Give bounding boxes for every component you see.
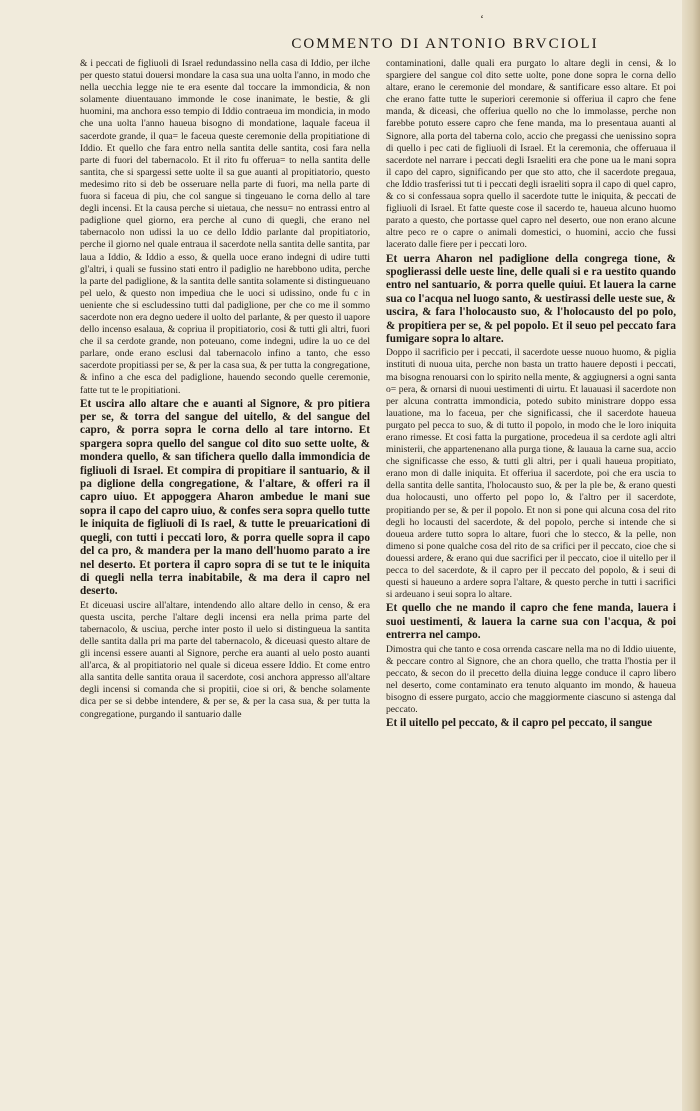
scripture-paragraph: Et uerra Aharon nel padiglione della congrega tione, & spoglierassi delle ueste line, delle quali si e ra uestito quando entro nel santuario, & porra quelle quiui. Et lauera la carne sua co l'acqua nel luogo santo, & uestirassi delle ueste sue, & uscira, & fara l'holocausto suo, & l'holocausto del po polo, & propitiera per se, & pel popolo. Et il seuo pel peccato fara fumigare sopra lo altare. — [386, 252, 676, 345]
page-edge — [682, 0, 700, 1111]
top-mark: ʻ — [480, 12, 484, 26]
commentary-paragraph: contaminationi, dalle quali era purgato lo altare degli in censi, & lo spargiere del sangue col dito sette uolte, pone done sopra le corna dello altare, erano le ceremonie del mondare, & santificare esso altare. Et poi che erano fatte tutte le superiori ceremonie si offeriua il capro che fene manda, & diceasi, che offeriua quello no che lo immolasse, perche non farebbe potuto essere capro che fene manda, ma lo presentaua auanti al Signore, alla porta del taberna colo, accio che pregassi che uenissino sopra di quello i pec cati de figliuoli di Israel. Et la ceremonia, che offeruaua il sacerdote nel narrare i peccati degli Israeliti era che pone ua le mani sopra il capo del capro, significando per que sto atto, che il sacerdote pregaua, che Iddio trasferissi tut ti i peccati degli israeliti sopra il capo di quel capro, & co si confessaua sopra quello il sacerdote tutte le iniquita, & peccati de figliuoli di Israel. Et fatte queste cose il sacerdo te, haueua alcuno huomo parato a questo, che portasse quel capro nel deserto, oue non erano alcune altre peco re o capre o animali domestici, o huomini, accio che fussi lacerato dalle fiere per i peccati loro. — [386, 58, 676, 251]
scripture-paragraph: Et il uitello pel peccato, & il capro pel peccato, il sangue — [386, 717, 653, 730]
running-header: COMMENTO DI ANTONIO BRVCIOLI — [291, 36, 599, 52]
scripture-paragraph: Et uscira allo altare che e auanti al Signore, & pro pitiera per se, & torra del sangue del uitello, & del sangue del capro, & porra sopra le corna dello al tare intorno. Et spargera sopra quello del sangue col dito suo sette uolte, & mondera quello, & san tifichera quello dalla immondicia de figliuoli di Israel. Et compira di propitiare il santuario, & il pa diglione della congregatione, & l'altare, & offeri ra il capro uiuo. Et appoggera Aharon ambedue le mani sue sopra il capo del capro uiuo, & confes sera sopra quello tutte le iniquita de figliuoli di Is rael, & tutte le preuaricationi di quegli, con tutti i peccati loro, & porra quelle sopra il capo del ca pro, & mandera per la mano dell'huomo parato a ire nel deserto. Et portera il capro sopra di se tut te le iniquita di quegli nella terra inabitabile, & ma dera il capro nel deserto. — [80, 397, 370, 598]
commentary-paragraph: Dimostra qui che tanto e cosa orrenda cascare nella ma no di Iddio uiuente, & peccare contro al Signore, che an chora quello, che tratta l'hostia per il peccato, & secon do il precetto della diuina legge conduce il capro libero nel deserto, come contaminato era tenuto alquanto im mondo, & haueua bisogno di essere purgato, accio che maggiormente ciascuno si astenga dal peccato. — [386, 643, 676, 715]
commentary-paragraph: Doppo il sacrificio per i peccati, il sacerdote uesse nuouo huomo, & piglia instituti di nuoua uita, perche non basta un tratto hauere deposti i peccati, ma bisogna renouarsi con lo spirito nella mente, & aggiugnersi a ogni santa o= pera, & ornarsi di nuoui uestimenti di uirtu. Et lauauasi il sacerdote non per alcuna contratta immondicia, potedo subito ministrare doppo essa lauatione, ma lo faceua, per che significassi, che il sacerdote haueua purgato pel pecca to suo, & di tutto il popolo, in modo che le loro iniquita erano rimesse. Et cosi fatta la purgatione, procedeua il sa cerdote agli altri ministerii, che appartenenano alla purga tione, & lauaua la carne sua, accio che significasse che esso, & tutti gli altri, per i quali haueua propitiato, erano mon di dalle iniquita. Et offeriua il sacerdote, poi che era uscia to della santita delle santita, l'holocausto suo, & per la ple be, & erano questi dua holocausti, uno offerto pel popo lo, & l'altro per il sacerdote, propitiando per se, & per il popolo. Et non si pone qui alcuna cosa del rito degli ho locausti del sacerdote, & del popolo, perche si intende che si doueua ardere tutto sopra lo altare, fuori che lo stecco, & la pelle, non dimeno si pone qualche cosa del rito de sa crifici per il peccato, cioe che si douessi ardere, & erano qui due sacrifici per il peccato, cioe il uitello per il pecca to del sacerdote, & il capro per il peccato del popolo, & i seui di questi si haueuno a ardere sopra l'altare, & questo perche in tutti i sacrifici si ardeuano i seui sopra lo altare. — [386, 347, 676, 601]
text-columns — [80, 58, 676, 1098]
right-column — [386, 58, 676, 1098]
commentary-paragraph: & i peccati de figliuoli di Israel redundassino nella casa di Iddio, per ilche per questo statui douersi mondare la casa sua una uolta l'anno, in modo che nella uecchia legge nie te era esente dal toccare la immondicia, & non solamente diuentauano immonde le cose inanimate, le bestie, & gli huomini, ma anchora esso tempio di Iddio contraeua im mondicia, in modo che una uolta l'anno haueua bisogno di mondatione, laquale faceua il sacerdote grande, il qua= le faceua queste ceremonie della propitiatione di Iddio. Et quello che fara entro nella santita delle santita, cosi fara nella parte di fuori del tabernacolo. Et il rito fu offerua= to nella santita delle santita, che si spargessi sette uolte il sa gue auanti al propitiatorio, questo medesimo rito si deb be osseruare nella parte di fuori, ma nella parte di fuora si faceua di piu, che col sangue si tingeuano le corna dello al tare degli incensi. Et la causa perche si uietaua, che nessu= no entrassi entro al padiglione quel giorno, era perche al cuno di quegli, che erano nel tabernacolo non udissi la uo ce dello Iddio parlante dal propitiatorio, perche il giorno nel quale entraua il sacerdote nella santita delle santita, par laua a Iddio, & Iddio a esso, & quella uoce erano indegni di udire tutti gl'altri, i quali se fussino stati entro il padiglio ne harebbono udita, perche la parte del padiglione, & la santita delle santita solamente si distingueuano pel uelo, & questo non impediua che le uoci si udissino, onde fu c in ueniente che si escludessino tutti dal padiglione, per che co me il sommo sacerdote non era degno uedere il uolto del parlante, & per questo il uapore dello incenso esalaua, & copriua il propitiatorio, cosi & tutti gli altri, fuori che il sa cerdote grande, non poteuano, come indegni, udire la uo ce del parlare, onde erano esclusi dal tabernacolo infino a tanto, che esso sacerdote propitiassi per se, & per la casa sua, & per tutta la congregatione, & infino a che esca del padiglione, hauendo secondo quelle ceremonie, fatte tut te le propitiationi. — [80, 58, 370, 396]
scripture-paragraph: Et quello che ne mando il capro che fene manda, lauera i suoi uestimenti, & lauera la carne sua con l'acqua, & poi entrerra nel campo. — [386, 602, 676, 642]
left-column — [80, 58, 370, 1098]
commentary-paragraph: Et diceuasi uscire all'altare, intendendo allo altare dello in censo, & era questa uscita, perche l'altare degli incensi era nella prima parte del tabernacolo, & usciua, perche inter posto il uelo si distingueua la santita delle santita dalla pri ma parte del tabernacolo, & diceuasi questo altare de gli incensi essere auanti al Signore, perche era auanti al uelo posto auanti all'arca, & al propitiatorio nel quale si diceua essere Iddio. Et come entro alla santita delle santita oraua il sacerdote, cosi anchora appresso all'altare degli incensi si comanda che si propitii, cioe si ori, & benche solamente dica per se si debbe intendere, & per se, & per la casa sua, & per tutta la congregatione, purgando il santuario dalle — [80, 599, 370, 720]
